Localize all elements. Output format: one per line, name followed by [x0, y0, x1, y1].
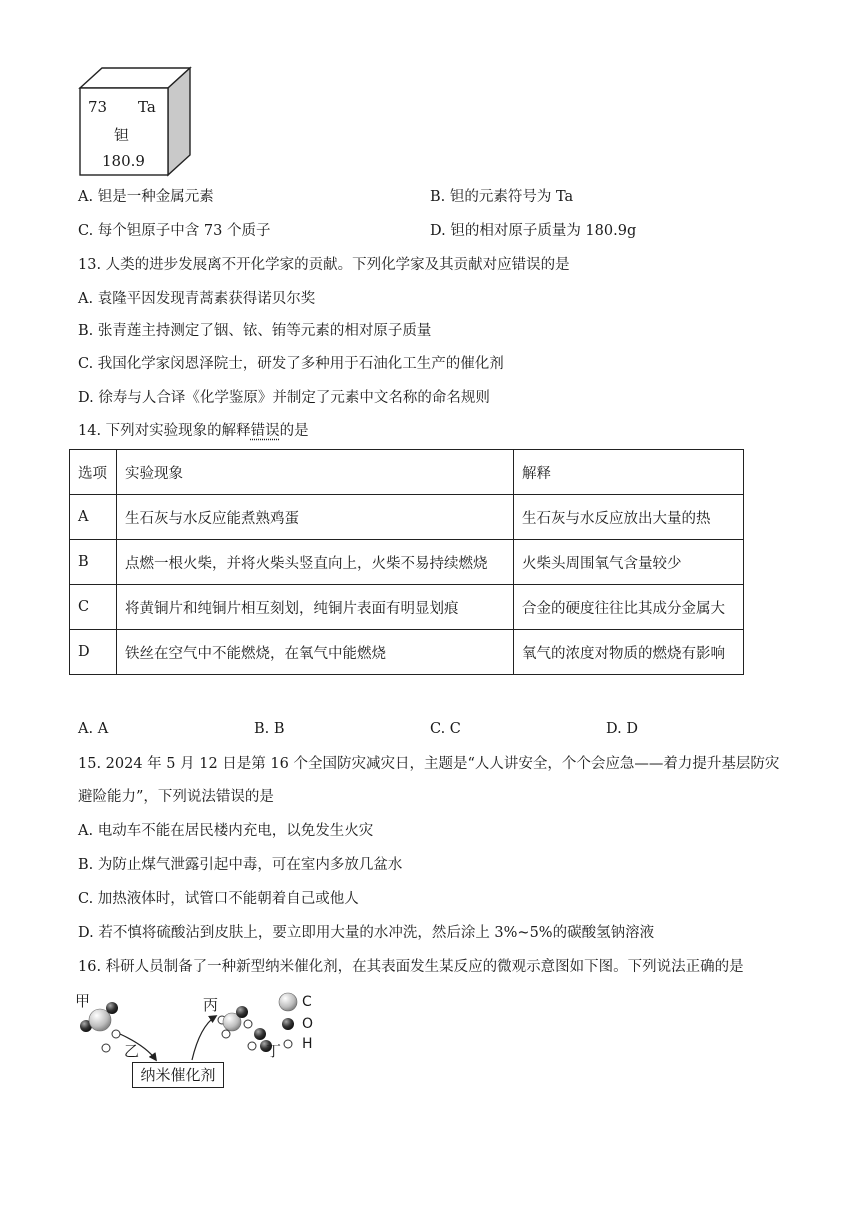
q13-option-b: B. 张青莲主持测定了铟、铱、铕等元素的相对原子质量	[78, 323, 432, 339]
row-phenomenon: 生石灰与水反应能煮熟鸡蛋	[117, 495, 514, 540]
row-explanation: 氧气的浓度对物质的燃烧有影响	[514, 630, 744, 675]
q15-option-c: C. 加热液体时，试管口不能朝着自己或他人	[78, 891, 359, 907]
row-option: C	[70, 585, 117, 630]
q15-option-b: B. 为防止煤气泄露引起中毒，可在室内多放几盆水	[78, 857, 403, 873]
table-header-row	[70, 450, 744, 495]
q13-option-c: C. 我国化学家闵恩泽院士，研发了多种用于石油化工生产的催化剂	[78, 356, 504, 372]
q14-stem-emphasis: 错误	[250, 423, 280, 439]
q14-stem-before: 14. 下列对实验现象的解释	[78, 423, 251, 439]
q14-stem-after: 的是	[279, 423, 309, 439]
q12-option-d: D. 钽的相对原子质量为 180.9g	[430, 223, 637, 239]
table-row	[70, 540, 744, 585]
q12-option-b: B. 钽的元素符号为 Ta	[430, 189, 574, 205]
q12-option-a: A. 钽是一种金属元素	[78, 189, 214, 205]
legend-c-label: C	[302, 994, 312, 1010]
table-row	[70, 495, 744, 540]
header-option: 选项	[70, 450, 117, 495]
q13-option-a: A. 袁隆平因发现青蒿素获得诺贝尔奖	[78, 291, 316, 307]
q14-answer-a: A. A	[78, 721, 109, 737]
row-phenomenon: 点燃一根火柴，并将火柴头竖直向上，火柴不易持续燃烧	[117, 540, 514, 585]
element-card-tantalum	[62, 60, 212, 190]
row-option: A	[70, 495, 117, 540]
row-phenomenon: 铁丝在空气中不能燃烧，在氧气中能燃烧	[117, 630, 514, 675]
q15-stem-line2: 避险能力”，下列说法错误的是	[78, 789, 274, 805]
row-option: B	[70, 540, 117, 585]
legend-o-label: O	[302, 1016, 314, 1032]
element-name: 钽	[114, 126, 130, 144]
q13-stem: 13. 人类的进步发展离不开化学家的贡献。下列化学家及其贡献对应错误的是	[78, 257, 570, 273]
q13-option-d: D. 徐寿与人合译《化学鉴原》并制定了元素中文名称的命名规则	[78, 390, 490, 406]
element-symbol: Ta	[138, 98, 156, 116]
row-explanation: 火柴头周围氧气含量较少	[514, 540, 744, 585]
q14-answer-c: C. C	[430, 721, 461, 737]
label-yi: 乙	[124, 1042, 140, 1060]
row-option: D	[70, 630, 117, 675]
q15-option-d: D. 若不慎将硫酸沾到皮肤上，要立即用大量的水冲洗，然后涂上 3%~5%的碳酸氢钠溶液	[78, 925, 655, 941]
q15-stem-line1: 15. 2024 年 5 月 12 日是第 16 个全国防灾减灾日，主题是“人人讲安全，个个会应急——着力提升基层防灾	[78, 756, 780, 772]
atom-legend	[279, 993, 297, 1048]
header-phenomenon: 实验现象	[117, 450, 514, 495]
row-explanation: 合金的硬度往往比其成分金属大	[514, 585, 744, 630]
atomic-mass: 180.9	[102, 152, 145, 170]
q12-option-c: C. 每个钽原子中含 73 个质子	[78, 223, 271, 239]
table-row	[70, 585, 744, 630]
label-bing: 丙	[203, 996, 219, 1014]
atomic-number: 73	[88, 98, 108, 116]
label-jia: 甲	[75, 992, 91, 1010]
label-ding: 丁	[266, 1042, 282, 1060]
q16-stem: 16. 科研人员制备了一种新型纳米催化剂，在其表面发生某反应的微观示意图如下图。下列说法正确的是	[78, 959, 744, 975]
q14-answer-d: D. D	[606, 721, 638, 737]
table-row	[70, 630, 744, 675]
q14-answer-b: B. B	[254, 721, 285, 737]
cube-outline	[62, 60, 212, 190]
q15-option-a: A. 电动车不能在居民楼内充电，以免发生火灾	[78, 823, 374, 839]
molecule-yi	[102, 1030, 120, 1052]
legend-h-label: H	[302, 1036, 313, 1052]
catalyst-box: 纳米催化剂	[132, 1062, 224, 1088]
molecule-bing	[218, 1006, 252, 1038]
row-phenomenon: 将黄铜片和纯铜片相互刻划，纯铜片表面有明显划痕	[117, 585, 514, 630]
q14-table	[69, 449, 744, 675]
header-explanation: 解释	[514, 450, 744, 495]
row-explanation: 生石灰与水反应放出大量的热	[514, 495, 744, 540]
q14-stem	[78, 422, 309, 440]
